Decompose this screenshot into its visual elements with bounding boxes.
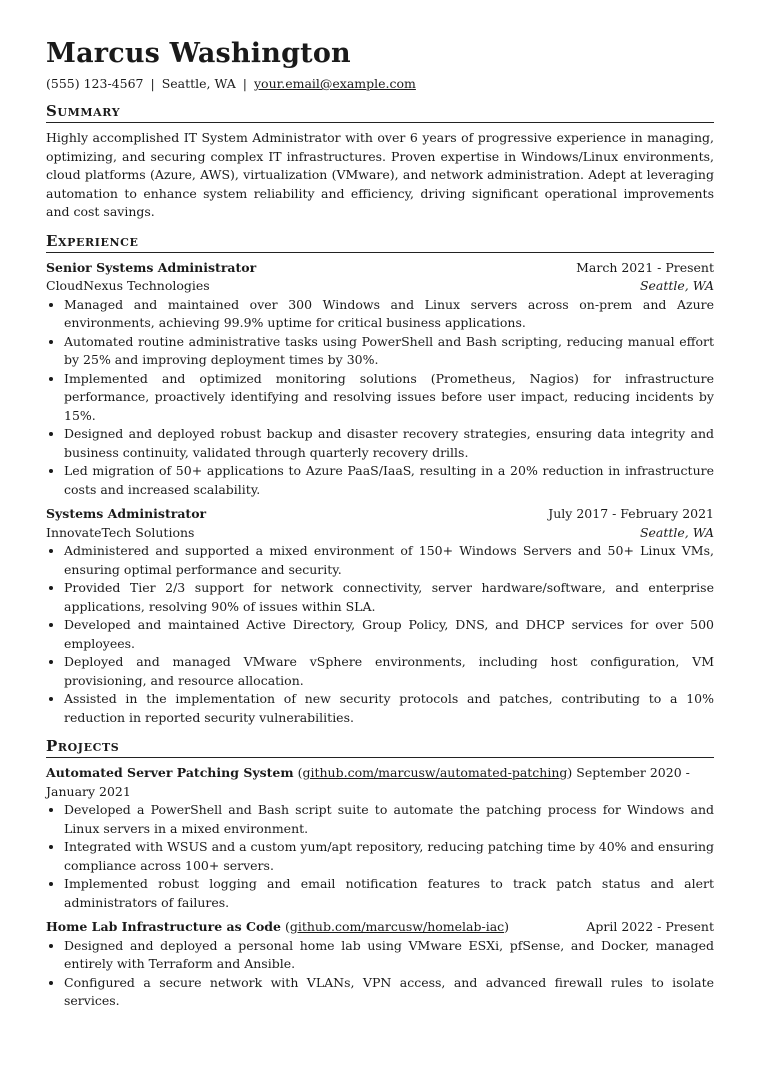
phone-number: (555) 123-4567 — [46, 76, 144, 91]
bullet-item: • Designed and deployed a personal home lab using VMware ESXi, pfSense, and Docker, managed entirely with Terraform and Ansible. — [64, 937, 714, 974]
candidate-name: Marcus Washington — [46, 38, 351, 69]
bullet-item: • Developed a PowerShell and Bash script suite to automate the patching process for Windows and Linux servers in a mixed environment. — [64, 801, 714, 838]
project-link[interactable]: github.com/marcusw/automated-patching — [302, 765, 568, 780]
job-location: Seattle, WA — [639, 524, 714, 540]
bullet-item: • Administered and supported a mixed environment of 150+ Windows Servers and 50+ Linux VMs, ensuring optimal performance and security. — [64, 542, 714, 579]
contact-line — [46, 76, 714, 92]
job-dates: July 2017 - February 2021 — [548, 506, 714, 521]
projects-heading: Projects — [46, 737, 714, 758]
project-dates: September 2020 - January 2021 — [46, 765, 690, 799]
job-bullets — [46, 296, 714, 500]
summary-heading: Summary — [46, 102, 714, 123]
summary-text: Highly accomplished IT System Administrator with over 6 years of progressive experience in managing, optimizing, and securing complex IT infrastructures. Proven expertise in Windows/Linux environments, cloud platforms (Azure, AWS), virtualization (VMware), and network administration. Adept at leveraging automation to enhance system reliability and efficiency, driving significant operational improvements and cost savings. — [46, 130, 714, 219]
job-title: Senior Systems Administrator — [46, 259, 257, 275]
separator: | — [150, 76, 155, 91]
location: Seattle, WA — [161, 76, 236, 91]
bullet-item: • Deployed and managed VMware vSphere environments, including host configuration, VM provisioning, and resource allocation. — [64, 653, 714, 690]
bullet-item: • Developed and maintained Active Directory, Group Policy, DNS, and DHCP services for over 500 employees. — [64, 616, 714, 653]
experience-entry — [46, 259, 714, 500]
job-location: Seattle, WA — [639, 278, 714, 293]
bullet-item: • Designed and deployed robust backup and disaster recovery strategies, ensuring data integrity and business continuity, validated through quarterly recovery drills. — [64, 425, 714, 462]
project-entry — [46, 918, 714, 1011]
bullet-item: • Assisted in the implementation of new security protocols and patches, contributing to a 10% reduction in reported security vulnerabilities. — [64, 690, 714, 727]
email-link[interactable]: your.email@example.com — [253, 76, 416, 91]
project-title: Automated Server Patching System — [46, 765, 294, 780]
bullet-item: • Provided Tier 2/3 support for network connectivity, server hardware/software, and enterprise applications, resolving 90% of issues within SLA. — [64, 579, 714, 616]
project-bullets — [46, 801, 714, 912]
company-name: InnovateTech Solutions — [46, 524, 195, 540]
job-dates: March 2021 - Present — [576, 259, 714, 275]
bullet-item: • Managed and maintained over 300 Windows and Linux servers across on-prem and Azure environments, achieving 99.9% uptime for critical business applications. — [64, 296, 714, 333]
project-title: Home Lab Infrastructure as Code — [46, 919, 281, 934]
bullet-item: • Implemented robust logging and email notification features to track patch status and alert administrators of failures. — [64, 875, 714, 912]
job-title: Systems Administrator — [46, 506, 207, 521]
company-name: CloudNexus Technologies — [46, 278, 210, 293]
project-link[interactable]: github.com/marcusw/homelab-iac — [289, 919, 505, 934]
separator: | — [242, 76, 247, 91]
project-entry — [46, 764, 714, 912]
bullet-item: • Automated routine administrative tasks using PowerShell and Bash scripting, reducing manual effort by 25% and improving deployment times by 30%. — [64, 333, 714, 370]
project-header: Automated Server Patching System (github.com/marcusw/automated-patching) September 2020 - January 2021 — [46, 765, 690, 799]
project-dates: April 2022 - Present — [586, 919, 714, 934]
experience-entry — [46, 505, 714, 727]
bullet-item: • Implemented and optimized monitoring solutions (Prometheus, Nagios) for infrastructure performance, proactively identifying and resolving issues before user impact, reducing incidents by 15%. — [64, 370, 714, 426]
bullet-item: • Led migration of 50+ applications to Azure PaaS/IaaS, resulting in a 20% reduction in infrastructure costs and increased scalability. — [64, 462, 714, 499]
bullet-item: • Integrated with WSUS and a custom yum/apt repository, reducing patching time by 40% and ensuring compliance across 100+ servers. — [64, 838, 714, 875]
experience-heading: Experience — [46, 232, 714, 253]
job-bullets — [46, 542, 714, 727]
project-header: Home Lab Infrastructure as Code (github.com/marcusw/homelab-iac) April 2022 - Present — [46, 918, 714, 937]
project-bullets — [46, 937, 714, 1011]
bullet-item: • Configured a secure network with VLANs, VPN access, and advanced firewall rules to isolate services. — [64, 974, 714, 1011]
